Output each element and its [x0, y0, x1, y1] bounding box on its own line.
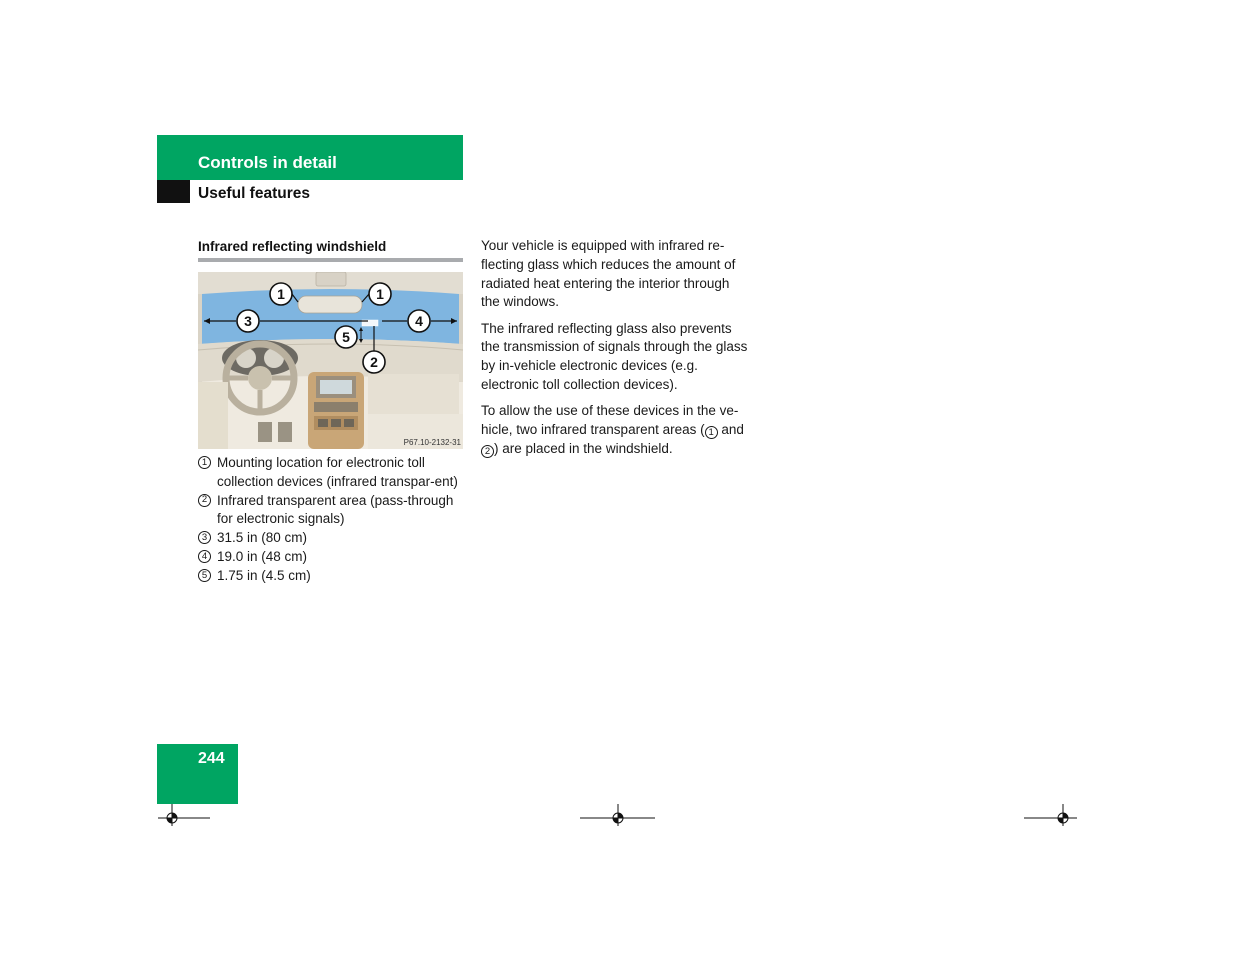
legend-item [198, 492, 463, 530]
legend-text: 31.5 in (80 cm) [217, 530, 308, 546]
legend-number: 2 [198, 494, 211, 507]
crop-mark-icon [158, 804, 212, 826]
legend-item [198, 529, 463, 548]
legend-text: 19.0 in (48 cm) [217, 548, 308, 564]
windshield-figure [198, 272, 463, 449]
section-title: Useful features [198, 185, 310, 202]
legend-number: 5 [198, 569, 211, 582]
callout-1b [369, 283, 391, 305]
paragraph-transparent-areas [481, 402, 749, 458]
legend-text: Infrared transparent area (pass-through for electronic signals) [217, 492, 454, 527]
figure-legend [198, 454, 463, 586]
legend-number: 4 [198, 550, 211, 563]
inline-number: 2 [481, 445, 494, 458]
legend-number: 1 [198, 456, 211, 469]
paragraph-text: ) are placed in the windshield. [494, 440, 673, 456]
svg-text:5: 5 [342, 329, 350, 345]
svg-text:2: 2 [370, 354, 378, 370]
callout-4 [408, 310, 430, 332]
heading-rule [198, 258, 463, 262]
svg-text:4: 4 [415, 313, 423, 329]
callout-5 [335, 326, 357, 348]
callout-2 [363, 351, 385, 373]
paragraph-text: To allow the use of these devices in the ve-hicle, two infrared transparent areas ( [481, 403, 739, 438]
paragraph-signal-blocking: The infrared reflecting glass also prevents the transmission of signals through the glass by in-vehicle electronic devices (e.g. electronic toll collection devices). [481, 320, 748, 393]
inline-number: 1 [705, 426, 718, 439]
callout-3 [237, 310, 259, 332]
figure-code: P67.10-2132-31 [403, 438, 461, 447]
page-number: 244 [198, 750, 225, 767]
crop-mark-icon [1024, 804, 1078, 826]
subsection-heading: Infrared reflecting windshield [198, 239, 387, 254]
svg-text:3: 3 [244, 313, 252, 329]
callout-1a [270, 283, 292, 305]
legend-item [198, 548, 463, 567]
paragraph-text: and [717, 422, 744, 438]
legend-item [198, 454, 463, 492]
legend-number: 3 [198, 531, 211, 544]
paragraph-intro: Your vehicle is equipped with infrared re-flecting glass which reduces the amount of radiated heat entering the interior through the windows. [481, 238, 736, 310]
body-text [481, 237, 749, 466]
chapter-title: Controls in detail [198, 153, 337, 172]
crop-mark-icon [580, 804, 656, 826]
legend-text: 1.75 in (4.5 cm) [217, 567, 311, 583]
svg-text:1: 1 [277, 286, 285, 302]
legend-text: Mounting location for electronic toll collection devices (infrared transpar-ent) [217, 455, 458, 489]
svg-text:1: 1 [376, 286, 384, 302]
section-marker [157, 180, 190, 203]
legend-item [198, 567, 463, 586]
